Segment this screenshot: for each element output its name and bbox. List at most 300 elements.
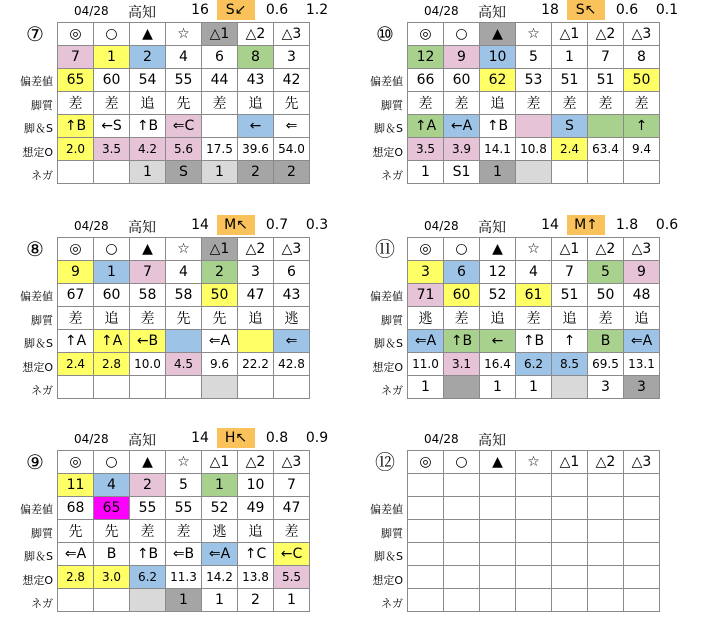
style-row — [408, 520, 660, 543]
cell — [588, 566, 624, 589]
pace-badge: H↖ — [217, 428, 255, 448]
cell — [202, 376, 238, 399]
cell — [624, 497, 660, 520]
row-label: ネガ — [381, 384, 403, 397]
cell: 1 — [408, 376, 444, 399]
cell: ⇐B — [166, 543, 202, 566]
cell: 60 — [444, 284, 480, 307]
cell — [238, 376, 274, 399]
cell: 3.1 — [444, 353, 480, 376]
leg-speed-row — [408, 543, 660, 566]
mark-header: △1 — [202, 451, 238, 474]
cell: 55 — [130, 497, 166, 520]
cell: 7 — [552, 261, 588, 284]
cell: 先 — [58, 520, 94, 543]
cell: 8.5 — [552, 353, 588, 376]
mark-header: △3 — [624, 23, 660, 46]
mark-header: △2 — [238, 238, 274, 261]
cell: 5.6 — [166, 138, 202, 161]
race-number: ⑦ — [26, 22, 44, 46]
cell: 差 — [58, 92, 94, 115]
cell: 追 — [130, 92, 166, 115]
runner-count: 14 — [191, 430, 209, 446]
pace-value-1: 0.7 — [265, 217, 289, 233]
cell: 71 — [408, 284, 444, 307]
cell: 4 — [166, 46, 202, 69]
cell — [552, 543, 588, 566]
row-label: 脚質 — [381, 98, 403, 112]
deviation-row — [58, 497, 310, 520]
race-header — [57, 0, 357, 22]
row-label: ネガ — [31, 384, 53, 397]
cell — [516, 474, 552, 497]
cell: 9.4 — [624, 138, 660, 161]
cell: 4 — [516, 261, 552, 284]
cell: ⇐C — [166, 115, 202, 138]
cell: 51 — [552, 69, 588, 92]
cell — [516, 497, 552, 520]
cell: 2 — [130, 474, 166, 497]
cell: 2 — [202, 261, 238, 284]
mark-header: ○ — [444, 238, 480, 261]
cell — [444, 589, 480, 612]
row-label: 脚質 — [31, 98, 53, 112]
pace-value-2: 1.2 — [305, 2, 329, 18]
deviation-row — [408, 284, 660, 307]
cell: 17.5 — [202, 138, 238, 161]
mark-header: △2 — [588, 23, 624, 46]
cell — [624, 161, 660, 184]
cell — [166, 376, 202, 399]
race-date: 04/28 — [424, 4, 459, 18]
row-label: 脚質 — [381, 526, 403, 540]
cell: 差 — [444, 307, 480, 330]
cell — [274, 376, 310, 399]
row-label: 脚＆S — [24, 550, 53, 563]
race-number: ⑩ — [376, 22, 394, 46]
cell: 4.2 — [130, 138, 166, 161]
pace-badge: S↖ — [567, 0, 605, 20]
nega-row — [408, 589, 660, 612]
cell: 6.2 — [516, 353, 552, 376]
row-label: 想定O — [22, 145, 53, 159]
cell: 追 — [552, 307, 588, 330]
mark-header: △2 — [588, 238, 624, 261]
race-panel — [370, 215, 707, 399]
cell: 9.6 — [202, 353, 238, 376]
cell — [588, 474, 624, 497]
row-label: ネガ — [381, 597, 403, 610]
deviation-row — [408, 69, 660, 92]
cell: 61 — [516, 284, 552, 307]
cell: 差 — [516, 92, 552, 115]
cell: 差 — [552, 92, 588, 115]
race-number: ⑪ — [375, 237, 395, 261]
cell — [552, 474, 588, 497]
race-place: 高知 — [128, 5, 156, 21]
cell: 58 — [166, 284, 202, 307]
cell: 49 — [238, 497, 274, 520]
cell: 6.2 — [130, 566, 166, 589]
cell: ↑ — [552, 330, 588, 353]
mark-header: △1 — [202, 23, 238, 46]
cell: 12 — [408, 46, 444, 69]
cell: 48 — [624, 284, 660, 307]
cell — [94, 376, 130, 399]
leg-speed-row — [408, 115, 660, 138]
cell: 68 — [58, 497, 94, 520]
cell: 3.0 — [94, 566, 130, 589]
horse-number-row — [408, 46, 660, 69]
mark-header: △1 — [552, 23, 588, 46]
cell — [480, 589, 516, 612]
cell: 1 — [480, 161, 516, 184]
cell: 3.5 — [94, 138, 130, 161]
pace-value-2: 0.1 — [655, 2, 679, 18]
cell: 43 — [274, 284, 310, 307]
cell: 5.5 — [274, 566, 310, 589]
cell: 4.5 — [166, 353, 202, 376]
cell — [516, 161, 552, 184]
cell: 42.8 — [274, 353, 310, 376]
pace-value-2: 0.6 — [655, 217, 679, 233]
cell: B — [94, 543, 130, 566]
nega-row — [58, 589, 310, 612]
cell: 60 — [94, 284, 130, 307]
race-table — [57, 22, 310, 184]
cell — [444, 520, 480, 543]
cell: 10.0 — [130, 353, 166, 376]
cell: S1 — [444, 161, 480, 184]
mark-header: △1 — [202, 238, 238, 261]
cell: 追 — [480, 92, 516, 115]
cell: 2.8 — [58, 566, 94, 589]
pace-badge — [567, 428, 605, 448]
mark-header: ▲ — [130, 451, 166, 474]
cell: 47 — [274, 497, 310, 520]
cell — [516, 115, 552, 138]
cell: 65 — [94, 497, 130, 520]
cell: 10.8 — [516, 138, 552, 161]
cell: 51 — [588, 69, 624, 92]
cell — [552, 566, 588, 589]
race-date: 04/28 — [74, 432, 109, 446]
row-label: 想定O — [372, 145, 403, 159]
cell — [480, 520, 516, 543]
mark-header: ▲ — [130, 238, 166, 261]
mark-header: ◎ — [408, 238, 444, 261]
cell — [58, 161, 94, 184]
cell: ← — [238, 115, 274, 138]
mark-header: ☆ — [516, 23, 552, 46]
row-label: 想定O — [22, 360, 53, 374]
cell: 5 — [588, 261, 624, 284]
row-label: 脚＆S — [24, 122, 53, 135]
cell: 1 — [130, 161, 166, 184]
race-place: 高知 — [478, 433, 506, 449]
cell: 10 — [480, 46, 516, 69]
race-table — [407, 237, 660, 399]
odds-row — [58, 138, 310, 161]
leg-speed-row — [58, 115, 310, 138]
cell: 先 — [202, 307, 238, 330]
row-label: 脚質 — [381, 313, 403, 327]
cell: ⇐ — [274, 330, 310, 353]
mark-header: △2 — [238, 451, 274, 474]
row-label: ネガ — [381, 169, 403, 182]
cell: 3 — [408, 261, 444, 284]
cell: 2.0 — [58, 138, 94, 161]
cell: ⇐A — [58, 543, 94, 566]
cell — [516, 543, 552, 566]
row-label: 脚＆S — [24, 337, 53, 350]
cell: 3 — [274, 46, 310, 69]
cell: ⇐A — [408, 330, 444, 353]
cell: 3 — [588, 376, 624, 399]
cell: 6 — [274, 261, 310, 284]
mark-header: ○ — [444, 23, 480, 46]
deviation-row — [408, 497, 660, 520]
cell: 62 — [480, 69, 516, 92]
cell — [624, 474, 660, 497]
cell: ⇐A — [202, 543, 238, 566]
leg-speed-row — [408, 330, 660, 353]
odds-row — [58, 566, 310, 589]
mark-header: ☆ — [166, 23, 202, 46]
cell: 53 — [516, 69, 552, 92]
cell: 8 — [624, 46, 660, 69]
cell: 11.0 — [408, 353, 444, 376]
cell: 50 — [202, 284, 238, 307]
cell: ↑B — [444, 330, 480, 353]
cell — [516, 520, 552, 543]
runner-count: 14 — [541, 217, 559, 233]
cell: 差 — [444, 92, 480, 115]
cell: 65 — [58, 69, 94, 92]
cell — [480, 474, 516, 497]
row-label: 想定O — [22, 573, 53, 587]
odds-row — [408, 566, 660, 589]
cell: 差 — [588, 92, 624, 115]
row-label: 偏差値 — [370, 290, 403, 303]
row-label: 偏差値 — [370, 503, 403, 516]
cell — [408, 589, 444, 612]
mark-header: △1 — [552, 451, 588, 474]
mark-header: ☆ — [516, 451, 552, 474]
cell — [444, 376, 480, 399]
style-row — [58, 520, 310, 543]
race-panel — [20, 428, 357, 612]
leg-speed-row — [58, 543, 310, 566]
cell — [238, 330, 274, 353]
cell: ⇐A — [202, 330, 238, 353]
cell — [444, 566, 480, 589]
mark-header: ☆ — [166, 238, 202, 261]
cell: 7 — [58, 46, 94, 69]
cell — [480, 566, 516, 589]
cell: 3.9 — [444, 138, 480, 161]
mark-header: △3 — [274, 23, 310, 46]
cell: 2 — [238, 589, 274, 612]
cell: ↑B — [130, 115, 166, 138]
cell: 50 — [624, 69, 660, 92]
pace-value-2: 0.3 — [305, 217, 329, 233]
cell: 13.1 — [624, 353, 660, 376]
race-panel — [20, 215, 357, 399]
cell: 11 — [58, 474, 94, 497]
cell — [588, 115, 624, 138]
cell: 3.5 — [408, 138, 444, 161]
cell: 9 — [58, 261, 94, 284]
nega-row — [408, 376, 660, 399]
cell: 6 — [202, 46, 238, 69]
cell: 14.2 — [202, 566, 238, 589]
race-header — [57, 428, 357, 450]
cell: 9 — [444, 46, 480, 69]
row-label: 想定O — [372, 573, 403, 587]
cell — [552, 497, 588, 520]
cell — [408, 474, 444, 497]
cell: 差 — [130, 307, 166, 330]
cell: 1 — [202, 161, 238, 184]
cell: 1 — [94, 261, 130, 284]
cell: 9 — [624, 261, 660, 284]
cell: 逃 — [408, 307, 444, 330]
race-number: ⑧ — [26, 237, 44, 261]
cell: ← — [480, 330, 516, 353]
cell — [588, 543, 624, 566]
cell — [408, 543, 444, 566]
mark-header: △3 — [624, 238, 660, 261]
cell: 3 — [238, 261, 274, 284]
cell: ←A — [444, 115, 480, 138]
cell — [408, 566, 444, 589]
row-label: 脚質 — [31, 526, 53, 540]
cell: B — [588, 330, 624, 353]
cell: 54.0 — [274, 138, 310, 161]
runner-count: 16 — [191, 2, 209, 18]
pace-badge: M↑ — [567, 215, 605, 235]
race-number: ⑨ — [26, 450, 44, 474]
mark-header: ○ — [94, 23, 130, 46]
cell: ↑A — [408, 115, 444, 138]
cell: 58 — [130, 284, 166, 307]
mark-header: ☆ — [166, 451, 202, 474]
race-table — [407, 22, 660, 184]
cell — [58, 376, 94, 399]
race-table — [57, 450, 310, 612]
cell: 47 — [238, 284, 274, 307]
cell: ↑A — [94, 330, 130, 353]
cell: 追 — [238, 92, 274, 115]
cell — [166, 330, 202, 353]
row-label: 偏差値 — [20, 290, 53, 303]
cell: ↑B — [130, 543, 166, 566]
race-panel — [370, 428, 707, 612]
row-label: 脚＆S — [374, 337, 403, 350]
mark-header: △3 — [274, 238, 310, 261]
cell: 39.6 — [238, 138, 274, 161]
cell: 差 — [202, 92, 238, 115]
mark-header: ▲ — [130, 23, 166, 46]
row-label: 脚質 — [31, 313, 53, 327]
cell: 55 — [166, 69, 202, 92]
mark-header: ○ — [94, 238, 130, 261]
cell: 2 — [130, 46, 166, 69]
mark-header: ▲ — [480, 451, 516, 474]
cell — [408, 497, 444, 520]
cell: 差 — [516, 307, 552, 330]
cell: 6 — [444, 261, 480, 284]
horse-number-row — [408, 474, 660, 497]
row-label: 偏差値 — [370, 75, 403, 88]
leg-speed-row — [58, 330, 310, 353]
race-place: 高知 — [128, 220, 156, 236]
cell: 2.4 — [58, 353, 94, 376]
cell: S — [166, 161, 202, 184]
mark-header: ▲ — [480, 238, 516, 261]
cell: 42 — [274, 69, 310, 92]
deviation-row — [58, 284, 310, 307]
style-row — [58, 92, 310, 115]
cell — [624, 589, 660, 612]
cell: 逃 — [202, 520, 238, 543]
cell — [516, 566, 552, 589]
cell — [480, 497, 516, 520]
mark-header: ◎ — [408, 451, 444, 474]
cell — [444, 497, 480, 520]
mark-header: ◎ — [58, 451, 94, 474]
cell — [552, 161, 588, 184]
cell: 差 — [588, 307, 624, 330]
mark-header: △2 — [588, 451, 624, 474]
horse-number-row — [58, 46, 310, 69]
mark-header: ○ — [444, 451, 480, 474]
mark-header: △3 — [624, 451, 660, 474]
cell — [480, 543, 516, 566]
cell — [202, 115, 238, 138]
cell: 52 — [480, 284, 516, 307]
cell: ↑B — [516, 330, 552, 353]
cell: 3 — [624, 376, 660, 399]
cell: 5 — [516, 46, 552, 69]
cell: 1 — [480, 376, 516, 399]
race-place: 高知 — [478, 220, 506, 236]
race-table — [57, 237, 310, 399]
race-place: 高知 — [478, 5, 506, 21]
cell — [130, 589, 166, 612]
race-date: 04/28 — [424, 432, 459, 446]
pace-value-1: 1.8 — [615, 217, 639, 233]
cell: ←C — [274, 543, 310, 566]
cell: 10 — [238, 474, 274, 497]
cell: 差 — [130, 520, 166, 543]
odds-row — [58, 353, 310, 376]
mark-header: ◎ — [408, 23, 444, 46]
mark-header: ◎ — [58, 23, 94, 46]
mark-header: △2 — [238, 23, 274, 46]
cell: 1 — [166, 589, 202, 612]
row-label: 脚＆S — [374, 550, 403, 563]
horse-number-row — [58, 261, 310, 284]
nega-row — [58, 161, 310, 184]
cell: ↑B — [58, 115, 94, 138]
nega-row — [408, 161, 660, 184]
race-number: ⑫ — [375, 450, 395, 474]
pace-badge: S↙ — [217, 0, 255, 20]
cell — [624, 543, 660, 566]
cell: ⇐ — [274, 115, 310, 138]
